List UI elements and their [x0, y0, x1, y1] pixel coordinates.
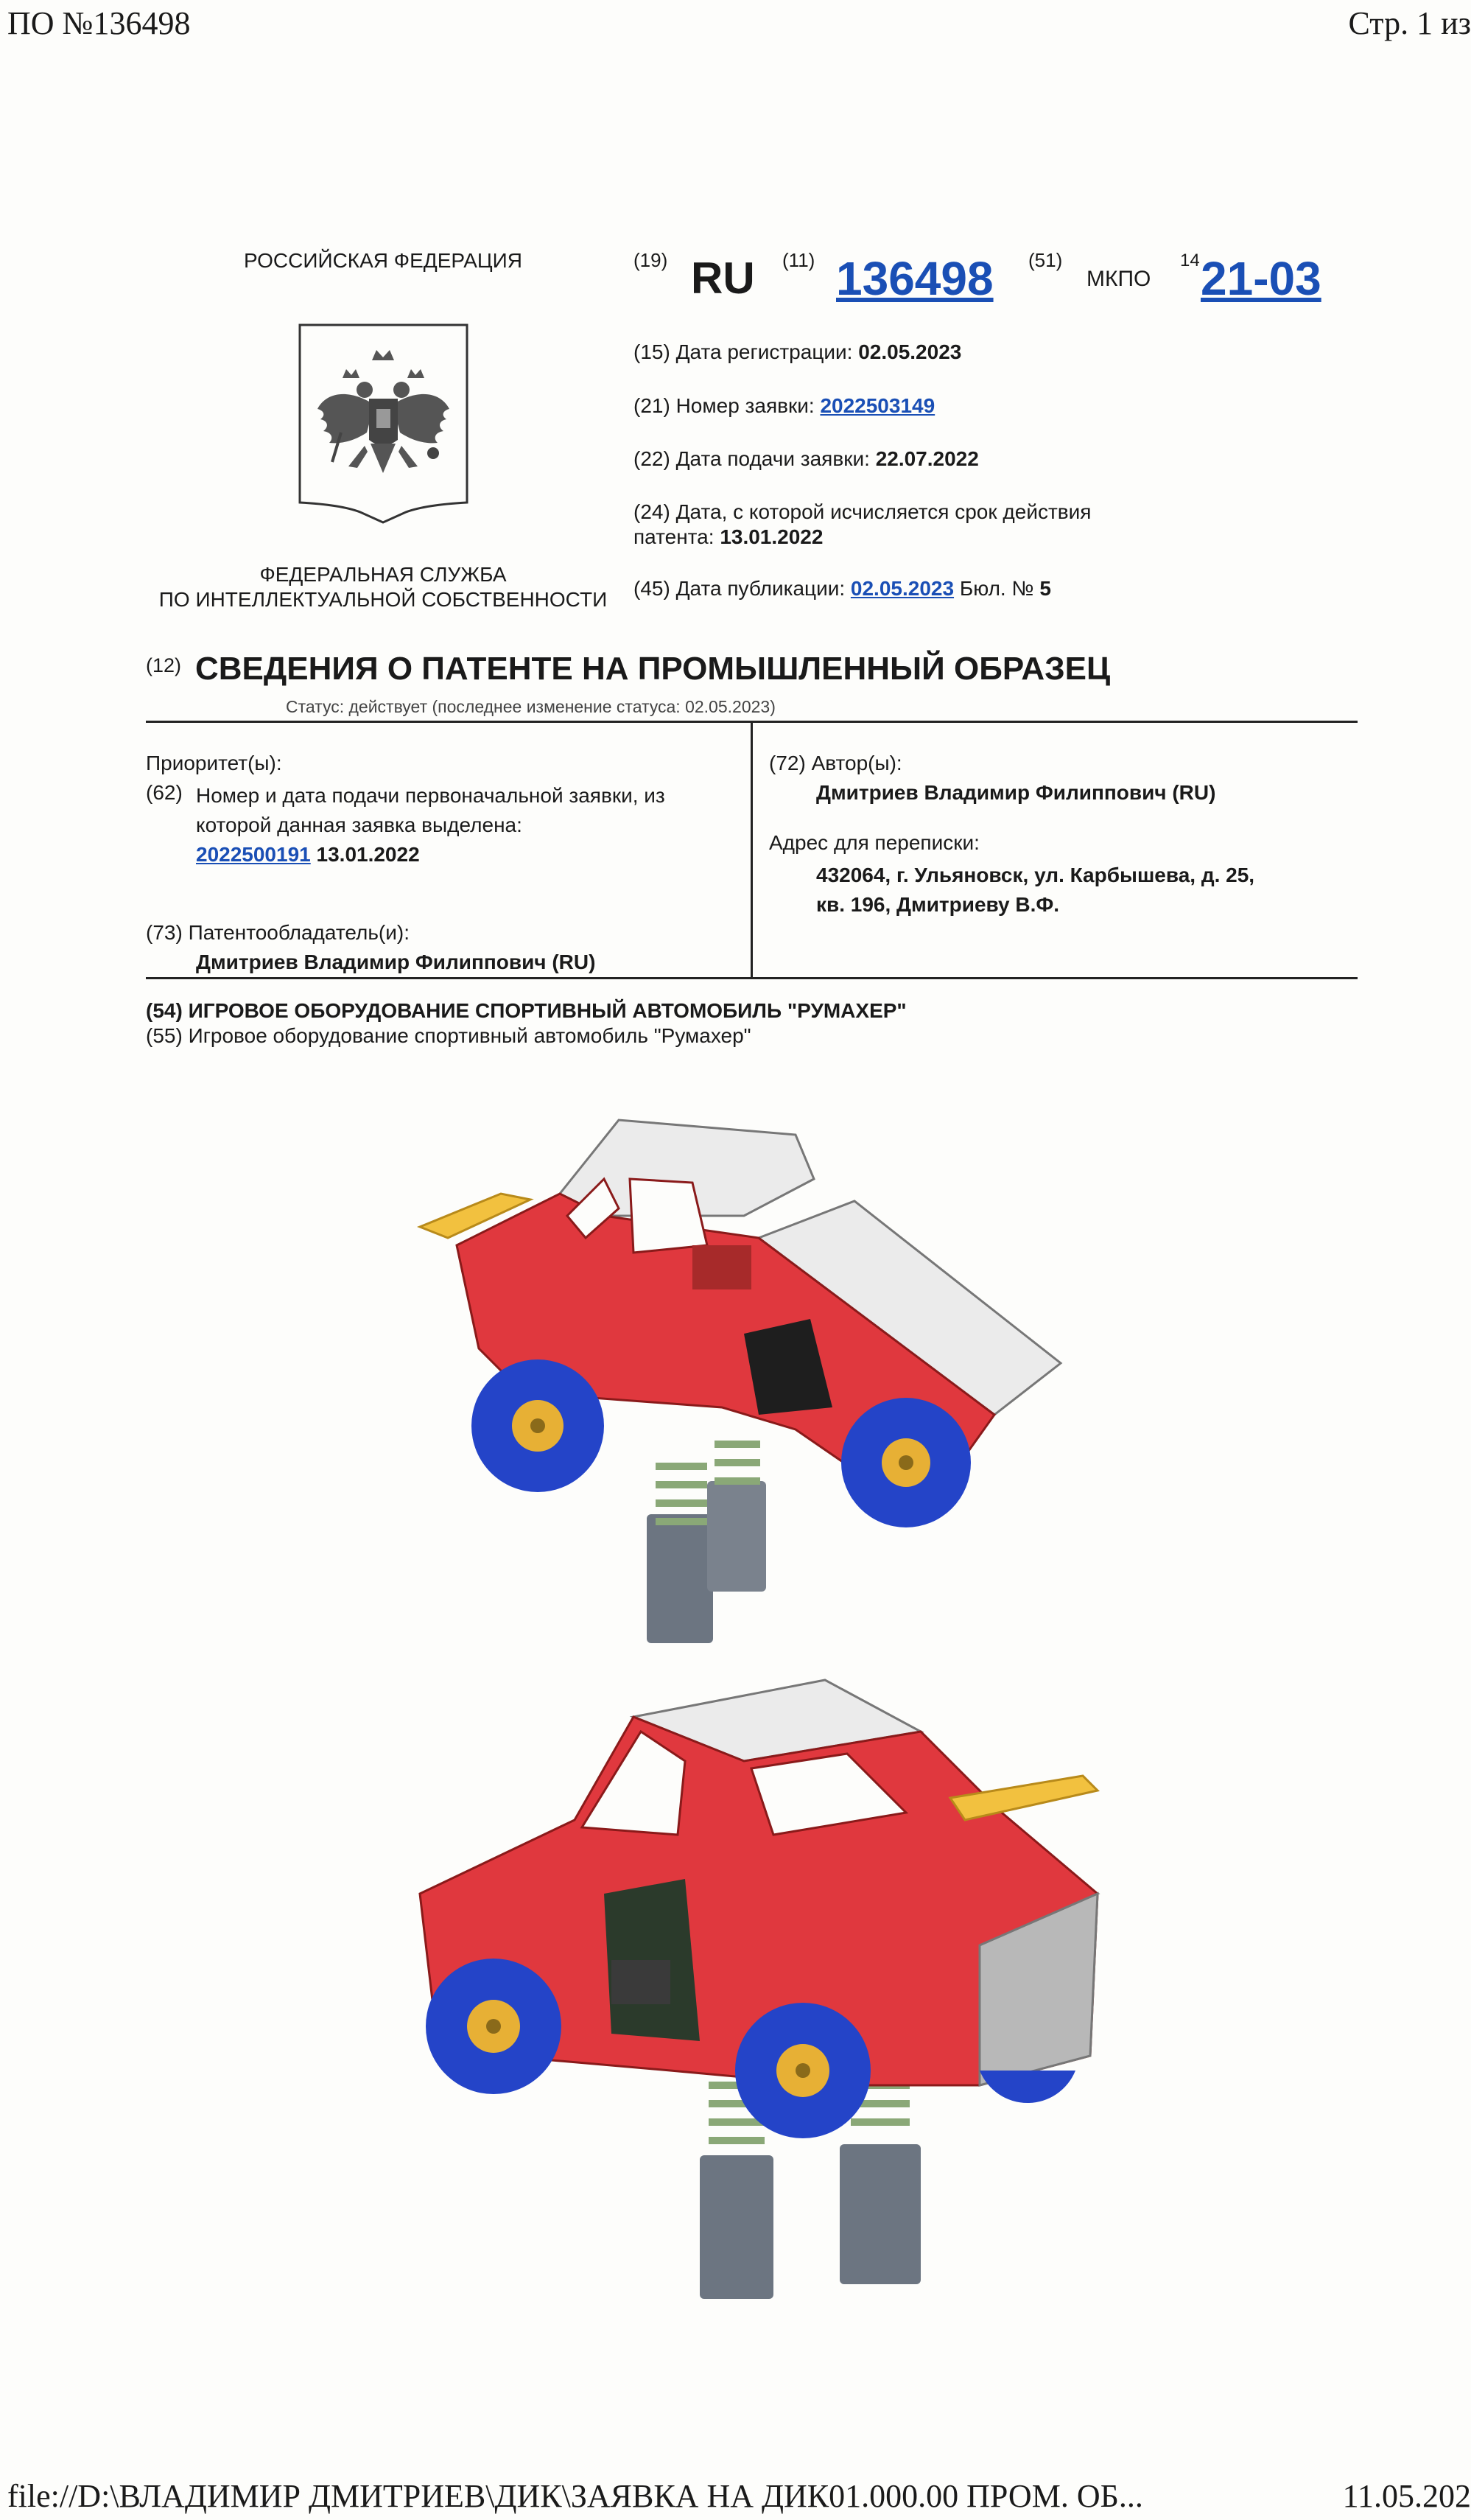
publication-date-link[interactable]: 02.05.2023: [850, 577, 955, 600]
mkpo-class-link[interactable]: 21-03: [1201, 252, 1321, 305]
seat: [692, 1245, 751, 1289]
agency-line-2: ПО ИНТЕЛЛЕКТУАЛЬНОЙ СОБСТВЕННОСТИ: [158, 588, 608, 611]
code-51: (51): [1028, 249, 1063, 271]
address-line-2: кв. 196, Дмитриеву В.Ф.: [816, 893, 1060, 916]
support-base-left: [647, 1514, 713, 1643]
mkpo-edition: 14: [1180, 251, 1200, 270]
registration-date-row: [633, 340, 961, 364]
rear-wheel: [735, 2003, 871, 2138]
patent-holder-label: (73) Патентообладатель(и):: [146, 921, 410, 944]
coat-of-arms-emblem: [297, 322, 470, 525]
code-12: (12): [146, 654, 182, 676]
bulletin-label: Бюл. №: [959, 577, 1034, 600]
support-base-front: [700, 2155, 773, 2299]
correspondence-address: [816, 861, 1254, 920]
author-label: (72) Автор(ы):: [769, 752, 902, 774]
application-number-row: [633, 394, 935, 418]
filing-date-row: [633, 447, 979, 471]
author-value: Дмитриев Владимир Филиппович (RU): [816, 781, 1216, 804]
application-number-link[interactable]: 2022503149: [820, 394, 935, 417]
original-application-link[interactable]: 2022500191: [196, 843, 311, 866]
print-footer-path: file://D:\ВЛАДИМИР ДМИТРИЕВ\ДИК\ЗАЯВКА НА ДИК01.000.00 ПРОМ. ОБ...: [7, 2478, 1143, 2514]
filing-date-label: (22) Дата подачи заявки:: [633, 447, 870, 470]
term-start-label-2: патента:: [633, 525, 715, 548]
original-application-line-2: которой данная заявка выделена:: [196, 813, 522, 836]
print-footer-date: 11.05.202: [1342, 2478, 1471, 2514]
design-image-view-1: [412, 1098, 1098, 1665]
far-wheel: [980, 2071, 1075, 2103]
code-11: (11): [782, 249, 815, 271]
table-divider: [751, 721, 753, 979]
publication-date-row: [633, 577, 1051, 601]
mkpo-label: МКПО: [1086, 267, 1151, 291]
front-wheel: [426, 1959, 561, 2094]
issuer-country: РОССИЙСКАЯ ФЕДЕРАЦИЯ: [244, 249, 522, 272]
registration-date-label: (15) Дата регистрации:: [633, 340, 853, 363]
original-application-line-1: Номер и дата подачи первоначальной заявки, из: [196, 784, 665, 807]
publication-date-label: (45) Дата публикации:: [633, 577, 846, 600]
spring-left: [656, 1466, 707, 1522]
filing-date-value: 22.07.2022: [875, 447, 979, 470]
term-start-value: 13.01.2022: [720, 525, 824, 548]
document-title: СВЕДЕНИЯ О ПАТЕНТЕ НА ПРОМЫШЛЕННЫЙ ОБРАЗЕЦ: [195, 651, 1111, 687]
design-title-55: (55) Игровое оборудование спортивный автомобиль "Румахер": [146, 1024, 751, 1047]
print-header-title: ПО №136498: [7, 5, 191, 41]
term-start-label: (24) Дата, с которой исчисляется срок действия: [633, 500, 1092, 523]
issuer-agency: [147, 562, 619, 612]
code-62: (62): [146, 781, 183, 804]
support-base-rear: [840, 2144, 921, 2284]
patent-status: Статус: действует (последнее изменение статуса: 02.05.2023): [286, 697, 776, 716]
address-line-1: 432064, г. Ульяновск, ул. Карбышева, д. 25,: [816, 864, 1255, 886]
print-header-page: Стр. 1 из: [1348, 5, 1471, 41]
patent-holder-value: Дмитриев Владимир Филиппович (RU): [196, 951, 596, 973]
application-number-label: (21) Номер заявки:: [633, 394, 815, 417]
patent-number-link[interactable]: 136498: [836, 252, 994, 305]
front-wheel: [841, 1398, 971, 1527]
original-application-date: 13.01.2022: [316, 843, 420, 866]
term-start-row: [633, 500, 1091, 550]
correspondence-address-label: Адрес для переписки:: [769, 831, 980, 854]
support-base-right: [707, 1481, 766, 1592]
country-code: RU: [691, 253, 755, 303]
code-19: (19): [633, 249, 668, 271]
door-panel: [611, 1960, 670, 2004]
priority-label: Приоритет(ы):: [146, 752, 282, 774]
rear-wheel: [471, 1359, 604, 1492]
design-image-view-2: [390, 1673, 1120, 2336]
registration-date-value: 02.05.2023: [858, 340, 962, 363]
design-title-54: (54) ИГРОВОЕ ОБОРУДОВАНИЕ СПОРТИВНЫЙ АВТОМОБИЛЬ "РУМАХЕР": [146, 999, 907, 1022]
original-application: [196, 781, 665, 869]
spring-right: [715, 1444, 760, 1481]
bulletin-number: 5: [1039, 577, 1051, 600]
table-bottom-rule: [146, 977, 1358, 979]
agency-line-1: ФЕДЕРАЛЬНАЯ СЛУЖБА: [259, 563, 507, 586]
